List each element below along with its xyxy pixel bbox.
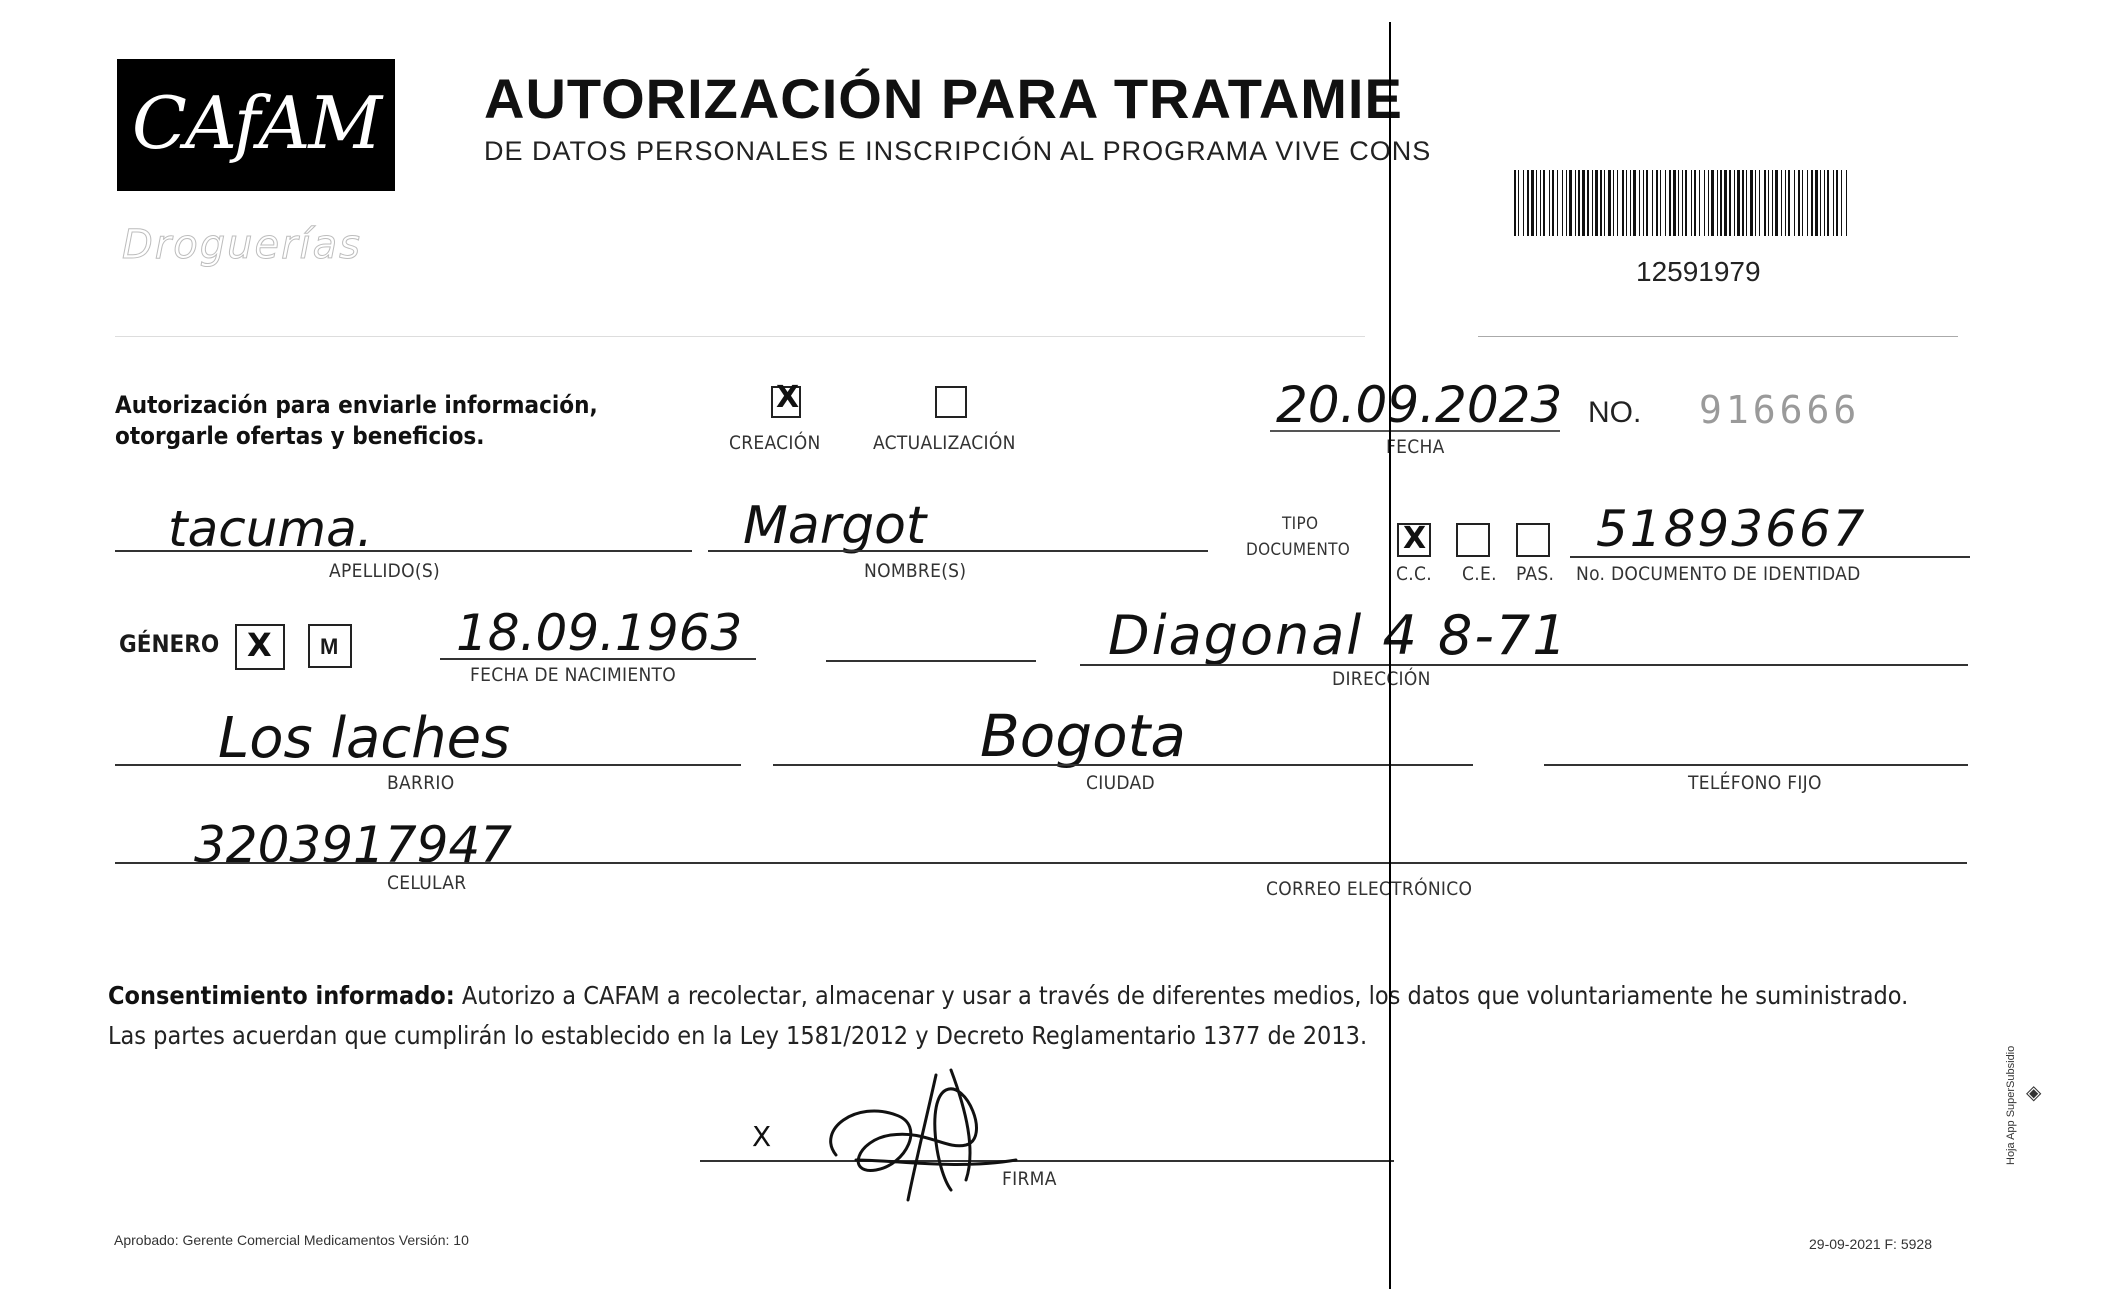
barcode-bar bbox=[1552, 170, 1554, 236]
dash-rule bbox=[1478, 336, 1958, 337]
side-vertical-text: Hoja App SuperSubsidio bbox=[2005, 1045, 2017, 1165]
barcode-bar bbox=[1815, 170, 1818, 236]
actualizacion-checkbox[interactable] bbox=[935, 386, 967, 418]
fecha-label: FECHA bbox=[1386, 436, 1445, 458]
firma-line bbox=[700, 1160, 1394, 1162]
barcode-bar bbox=[1724, 170, 1727, 236]
apellido-value: tacuma. bbox=[168, 500, 373, 558]
genero-f-checkbox[interactable] bbox=[235, 624, 285, 670]
barcode-bar bbox=[1566, 170, 1567, 236]
barcode-bar bbox=[1742, 170, 1744, 236]
genero-f-mark: X bbox=[247, 626, 272, 664]
barcode-bar bbox=[1746, 170, 1747, 236]
barcode-bar bbox=[1708, 170, 1709, 236]
genero-label: GÉNERO bbox=[119, 630, 220, 658]
barcode-bar bbox=[1595, 170, 1598, 236]
nombre-value: Margot bbox=[743, 496, 927, 556]
ce-checkbox[interactable] bbox=[1456, 523, 1490, 557]
barcode-bar bbox=[1604, 170, 1605, 236]
barrio-line bbox=[115, 764, 741, 766]
apellido-label: APELLIDO(S) bbox=[329, 560, 440, 582]
barcode-bar bbox=[1639, 170, 1640, 236]
barcode-bar bbox=[1557, 170, 1558, 236]
barcode-bar bbox=[1514, 170, 1516, 236]
apellido-line bbox=[115, 550, 692, 552]
barcode-bar bbox=[1630, 170, 1631, 236]
firma-label: FIRMA bbox=[1002, 1168, 1057, 1190]
barcode-bar bbox=[1720, 170, 1722, 236]
firma-x-mark: X bbox=[752, 1120, 772, 1153]
direccion-line bbox=[1080, 664, 1968, 666]
cc-checkbox[interactable] bbox=[1397, 523, 1431, 557]
correo-label: CORREO ELECTRÓNICO bbox=[1266, 878, 1473, 900]
celular-correo-line bbox=[115, 862, 1967, 864]
barcode-bar bbox=[1704, 170, 1705, 236]
barcode-bar bbox=[1622, 170, 1624, 236]
barcode-bar bbox=[1759, 170, 1760, 236]
footer-date-code: 29-09-2021 F: 5928 bbox=[1809, 1236, 1932, 1252]
nombre-line bbox=[708, 550, 1208, 552]
nacimiento-label: FECHA DE NACIMIENTO bbox=[470, 664, 677, 686]
genero-m-label: M bbox=[320, 634, 339, 659]
barcode-bar bbox=[1750, 170, 1753, 236]
genero-m-checkbox[interactable] bbox=[308, 624, 352, 668]
barcode-bar bbox=[1665, 170, 1666, 236]
barcode-bar bbox=[1587, 170, 1589, 236]
barcode-bar bbox=[1824, 170, 1825, 236]
consent-text1: Autorizo a CAFAM a recolectar, almacenar y usar a través de diferentes medios, los datos que voluntariamente he suministrado. bbox=[454, 981, 1909, 1010]
barcode-bar bbox=[1827, 170, 1829, 236]
logo-text: CAfAM bbox=[131, 81, 381, 165]
pas-checkbox[interactable] bbox=[1516, 523, 1550, 557]
number-value: 916666 bbox=[1699, 388, 1861, 432]
actualizacion-label: ACTUALIZACIÓN bbox=[873, 432, 1016, 454]
form-title: AUTORIZACIÓN PARA TRATAMIE bbox=[484, 67, 1403, 130]
nacimiento-value: 18.09.1963 bbox=[456, 604, 743, 662]
cc-check-mark: X bbox=[1403, 521, 1427, 556]
barcode-bar bbox=[1643, 170, 1644, 236]
barcode-bar bbox=[1734, 170, 1735, 236]
fecha-line bbox=[1270, 430, 1560, 432]
barcode-bar bbox=[1820, 170, 1821, 236]
barrio-label: BARRIO bbox=[387, 772, 455, 794]
barcode-bar bbox=[1737, 170, 1740, 236]
documento-label: No. DOCUMENTO DE IDENTIDAD bbox=[1576, 563, 1861, 585]
barcode-bar bbox=[1575, 170, 1576, 236]
barcode-bar bbox=[1600, 170, 1602, 236]
barcode-bar bbox=[1717, 170, 1718, 236]
barcode-bar bbox=[1833, 170, 1834, 236]
barcode-bar bbox=[1617, 170, 1618, 236]
barcode-bar bbox=[1673, 170, 1676, 236]
barrio-value: Los laches bbox=[218, 706, 511, 771]
creacion-checkbox[interactable] bbox=[771, 380, 801, 418]
ciudad-value: Bogota bbox=[980, 702, 1186, 770]
barcode-bar bbox=[1569, 170, 1572, 236]
pas-label: PAS. bbox=[1516, 563, 1555, 585]
barcode-bar bbox=[1633, 170, 1636, 236]
nacimiento-line bbox=[440, 658, 756, 660]
authorization-label bbox=[115, 390, 598, 452]
celular-value: 3203917947 bbox=[194, 816, 513, 874]
creacion-check-mark: X bbox=[776, 380, 800, 415]
barcode-bar bbox=[1846, 170, 1847, 236]
barcode-bar bbox=[1518, 170, 1519, 236]
barcode-bar bbox=[1540, 170, 1541, 236]
barcode-bar bbox=[1582, 170, 1585, 236]
barcode-bar bbox=[1646, 170, 1648, 236]
barcode-number: 12591979 bbox=[1636, 256, 1761, 287]
barcode-bar bbox=[1775, 170, 1778, 236]
barcode-bar bbox=[1836, 170, 1838, 236]
telefono-label: TELÉFONO FIJO bbox=[1688, 772, 1822, 794]
tipo-label-2: DOCUMENTO bbox=[1246, 540, 1351, 560]
number-label: NO. bbox=[1588, 396, 1642, 429]
barcode-bar bbox=[1592, 170, 1593, 236]
ciudad-line bbox=[773, 764, 1473, 766]
barcode-bar bbox=[1626, 170, 1627, 236]
consent-line1 bbox=[108, 976, 1978, 1016]
consent-paragraph bbox=[108, 976, 1978, 1056]
barcode-bar bbox=[1685, 170, 1687, 236]
celular-label: CELULAR bbox=[387, 872, 467, 894]
barcode-bar bbox=[1543, 170, 1545, 236]
barcode-bar bbox=[1781, 170, 1782, 236]
barcode-bar bbox=[1811, 170, 1813, 236]
barcode-bar bbox=[1711, 170, 1714, 236]
ce-label: C.E. bbox=[1462, 563, 1497, 585]
nombre-label: NOMBRE(S) bbox=[864, 560, 967, 582]
form-subtitle: DE DATOS PERSONALES E INSCRIPCIÓN AL PROGRAMA VIVE CONS bbox=[484, 136, 1432, 166]
line-filler bbox=[826, 660, 1036, 662]
barcode-bar bbox=[1841, 170, 1842, 236]
ciudad-label: CIUDAD bbox=[1086, 772, 1155, 794]
barcode-bar bbox=[1613, 170, 1614, 236]
barcode-bar bbox=[1523, 170, 1524, 236]
documento-value: 51893667 bbox=[1596, 500, 1867, 558]
dash-rule bbox=[115, 336, 1365, 337]
barcode-bar bbox=[1807, 170, 1808, 236]
barcode-bar bbox=[1768, 170, 1769, 236]
direccion-value: Diagonal 4 8-71 bbox=[1108, 604, 1569, 667]
barcode-bar bbox=[1788, 170, 1790, 236]
barcode bbox=[1514, 170, 1848, 236]
fecha-value: 20.09.2023 bbox=[1276, 376, 1563, 434]
creacion-label: CREACIÓN bbox=[729, 432, 821, 454]
barcode-bar bbox=[1527, 170, 1529, 236]
scan-divider-line bbox=[1389, 22, 1391, 1289]
barcode-bar bbox=[1802, 170, 1803, 236]
documento-line bbox=[1570, 556, 1970, 558]
supersubsidio-icon: ◈ bbox=[2026, 1082, 2042, 1104]
barcode-bar bbox=[1764, 170, 1766, 236]
barcode-bar bbox=[1691, 170, 1692, 236]
footer-approval: Aprobado: Gerente Comercial Medicamentos Versión: 10 bbox=[114, 1232, 469, 1248]
barcode-bar bbox=[1694, 170, 1696, 236]
consent-line2: Las partes acuerdan que cumplirán lo establecido en la Ley 1581/2012 y Decreto Reglamentario 1377 de 2013. bbox=[108, 1021, 1368, 1050]
barcode-bar bbox=[1755, 170, 1756, 236]
sub-brand-drogerias: Droguerías bbox=[122, 222, 362, 268]
barcode-bar bbox=[1772, 170, 1773, 236]
consent-heading: Consentimiento informado: bbox=[108, 981, 455, 1010]
barcode-bar bbox=[1669, 170, 1671, 236]
barcode-bar bbox=[1678, 170, 1679, 236]
barcode-bar bbox=[1798, 170, 1800, 236]
barcode-bar bbox=[1699, 170, 1700, 236]
direccion-label: DIRECCIÓN bbox=[1332, 668, 1431, 690]
barcode-bar bbox=[1578, 170, 1580, 236]
barcode-bar bbox=[1656, 170, 1658, 236]
barcode-bar bbox=[1660, 170, 1661, 236]
barcode-bar bbox=[1536, 170, 1537, 236]
tipo-label-1: TIPO bbox=[1282, 514, 1319, 534]
barcode-bar bbox=[1682, 170, 1683, 236]
barcode-bar bbox=[1531, 170, 1534, 236]
barcode-bar bbox=[1652, 170, 1653, 236]
barcode-bar bbox=[1608, 170, 1611, 236]
authorization-label-line2: otorgarle ofertas y beneficios. bbox=[115, 422, 485, 450]
barcode-bar bbox=[1549, 170, 1550, 236]
barcode-bar bbox=[1785, 170, 1786, 236]
telefono-line bbox=[1544, 764, 1968, 766]
authorization-label-line1: Autorización para enviarle información, bbox=[115, 391, 598, 419]
cafam-logo bbox=[117, 59, 395, 191]
barcode-bar bbox=[1729, 170, 1731, 236]
cc-label: C.C. bbox=[1396, 563, 1432, 585]
barcode-bar bbox=[1794, 170, 1795, 236]
barcode-bar bbox=[1562, 170, 1563, 236]
